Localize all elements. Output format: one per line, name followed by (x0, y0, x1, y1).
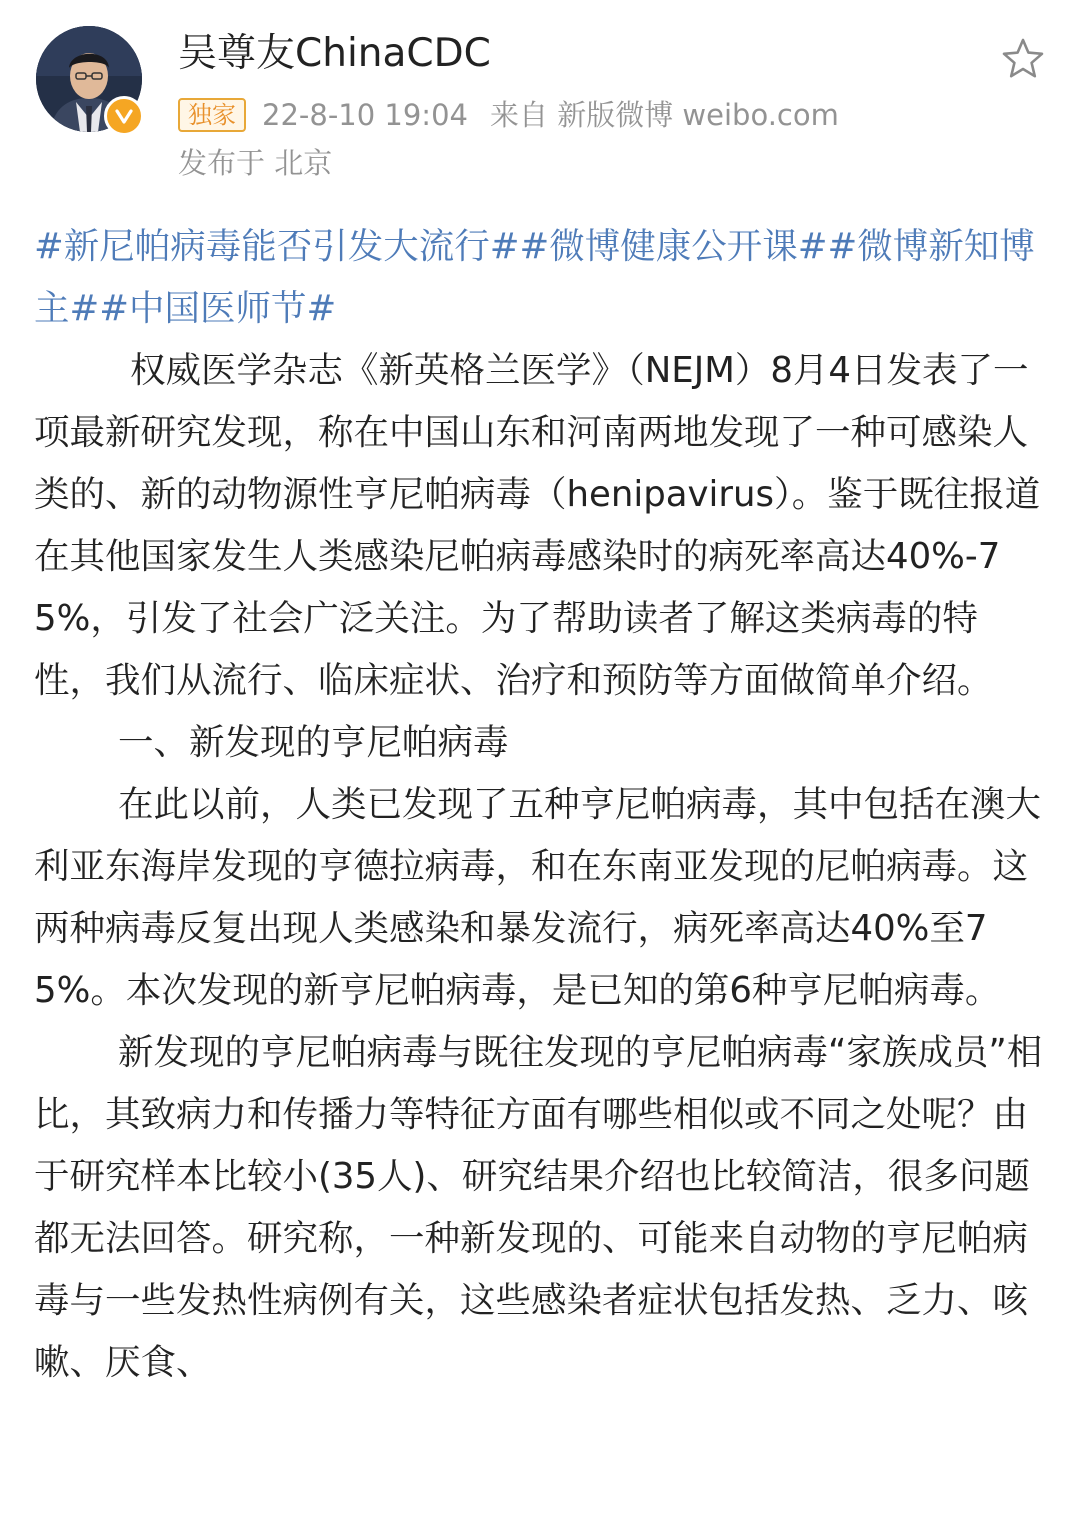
post-paragraph: 新发现的亨尼帕病毒与既往发现的亨尼帕病毒“家族成员”相比，其致病力和传播力等特征方面有哪些相似或不同之处呢？由于研究样本比较小(35人)、研究结果介绍也比较简洁，很多问题都无法回答。研究称，一种新发现的、可能来自动物的亨尼帕病毒与一些发热性病例有关，这些感染者症状包括发热、乏力、咳嗽、厌食、 (34, 1032, 1043, 1383)
exclusive-badge: 独家 (178, 98, 246, 132)
hashtag-link[interactable]: #微博健康公开课# (519, 226, 828, 267)
post-location: 发布于 北京 (178, 146, 333, 180)
post-source[interactable]: 新版微博 weibo.com (557, 98, 839, 132)
post-paragraph: 权威医学杂志《新英格兰医学》（NEJM）8月4日发表了一项最新研究发现，称在中国山东和河南两地发现了一种可感染人类的、新的动物源性亨尼帕病毒（henipavirus）。鉴于既往报道在其他国家发生人类感染尼帕病毒感染时的病死率高达40%-75%，引发了社会广泛关注。为了帮助读者了解这类病毒的特性，我们从流行、临床症状、治疗和预防等方面做简单介绍。 (34, 350, 1041, 701)
hashtag-list (34, 216, 1048, 340)
post-paragraph: 在此以前，人类已发现了五种亨尼帕病毒，其中包括在澳大利亚东海岸发现的亨德拉病毒，和在东南亚发现的尼帕病毒。这两种病毒反复出现人类感染和暴发流行，病死率高达40%至75%。本次发现的新亨尼帕病毒，是已知的第6种亨尼帕病毒。 (34, 784, 1042, 1011)
hashtag-link[interactable]: #微博新知博主# (34, 226, 1035, 329)
post-timestamp: 22-8-10 19:04 (262, 98, 468, 132)
source-prefix: 来自 (489, 98, 548, 132)
star-outline-icon (1000, 36, 1046, 82)
hashtag-link[interactable]: #中国医师节# (99, 288, 337, 329)
section-heading: 一、新发现的亨尼帕病毒 (118, 722, 509, 763)
hashtag-link[interactable]: #新尼帕病毒能否引发大流行# (34, 226, 520, 267)
post-header (0, 0, 1080, 200)
post-content (34, 216, 1048, 1394)
verified-badge-icon (104, 96, 144, 136)
author-name[interactable]: 吴尊友ChinaCDC (178, 31, 491, 76)
post-meta (178, 96, 839, 134)
favorite-button[interactable] (1000, 36, 1046, 82)
